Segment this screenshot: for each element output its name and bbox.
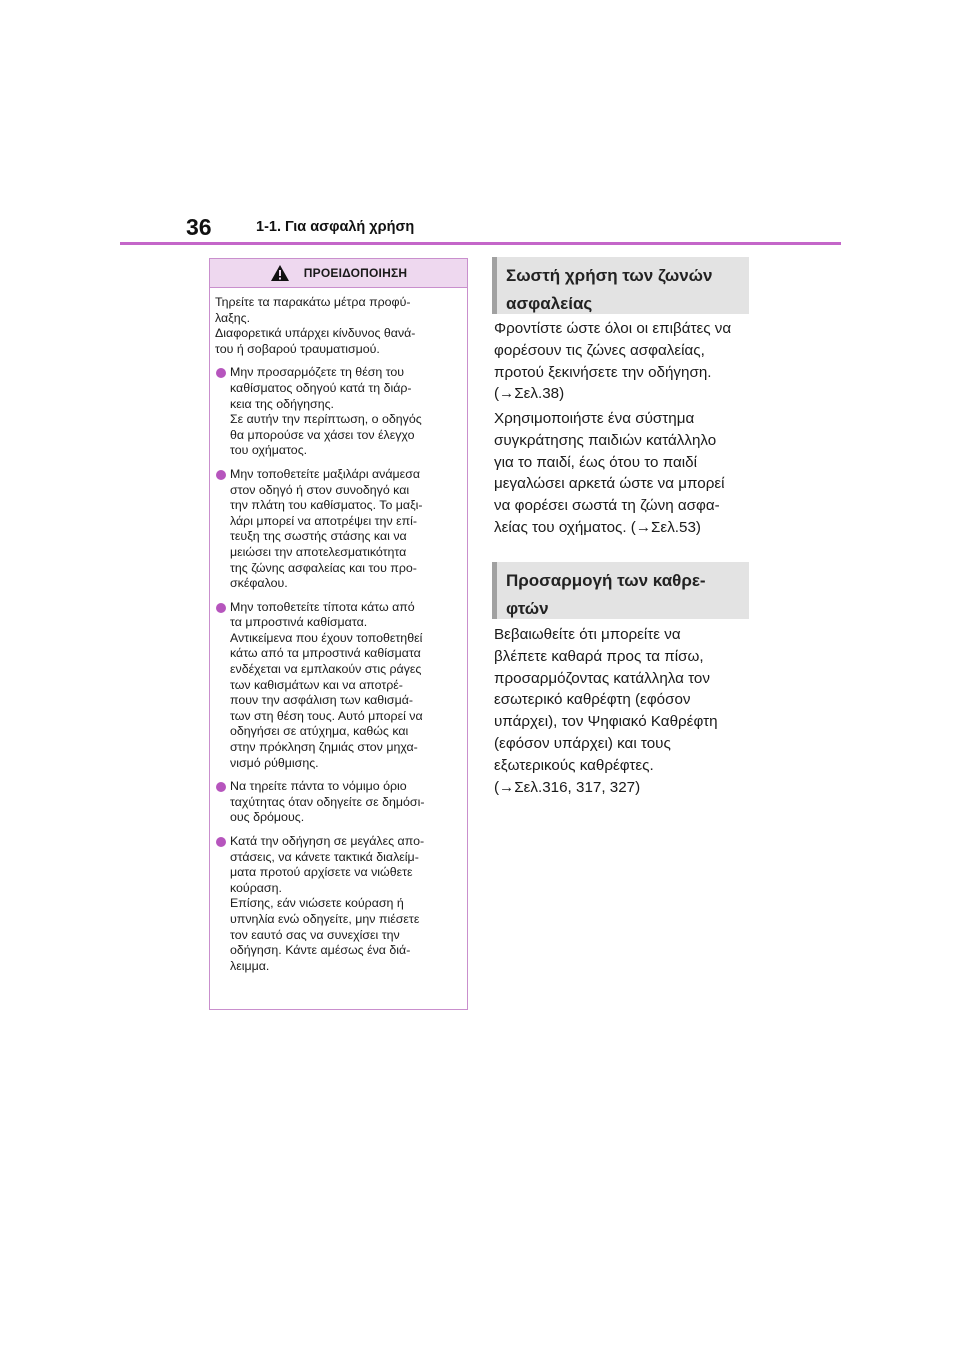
bullet-line: ενδέχεται να εμπλακούν στις ράγες: [230, 662, 422, 677]
bullet-line: ματα προτού αρχίσετε να νιώθετε: [230, 865, 413, 880]
bullet-line: θα μπορούσε να χάσει τον έλεγχο: [230, 427, 415, 442]
bullet-line: Μην τοποθετείτε μαξιλάρι ανάμεσα: [230, 466, 421, 481]
paragraph-line: (εφόσον υπάρχει) και τους: [494, 734, 671, 752]
bullet-line: Να τηρείτε πάντα το νόμιμο όριο: [230, 779, 407, 794]
paragraph-seatbelts: [494, 318, 784, 405]
bullet-line: υπνηλία ενώ οδηγείτε, μην πιέσετε: [230, 911, 420, 926]
bullet-line: την πλάτη του καθίσματος. Το μαξι-: [230, 498, 423, 513]
bullet-line: Αντικείμενα που έχουν τοποθετηθεί: [230, 630, 423, 645]
paragraph-child-restraint: [494, 408, 784, 539]
paragraph-line: βλέπετε καθαρά προς τα πίσω,: [494, 647, 704, 665]
bullet-line: στάσεις, να κάνετε τακτικά διαλείμ-: [230, 849, 419, 864]
warning-title: ΠΡΟΕΙΔΟΠΟΙΗΣΗ: [303, 266, 408, 280]
warning-header: [210, 259, 467, 288]
paragraph-line: (→Σελ.38): [494, 385, 565, 403]
paragraph-line: εσωτερικό καθρέφτη (εφόσον: [494, 691, 691, 709]
paragraph-line: Φροντίστε ώστε όλοι οι επιβάτες να: [494, 320, 732, 337]
paragraph-line: μεγαλώσει αρκετά ώστε να μπορεί: [494, 475, 725, 493]
chapter-title: 1-1. Για ασφαλή χρήση: [256, 219, 415, 235]
bullet-line: της ζώνης ασφαλείας και του προ-: [230, 560, 417, 575]
bullet-line: Κατά την οδήγηση σε μεγάλες απο-: [230, 834, 425, 848]
section-title-line: Σωστή χρήση των ζωνών: [506, 266, 713, 285]
bullet-line: στον οδηγό ή στον συνοδηγό και: [230, 482, 410, 497]
bullet-line: σκέφαλου.: [230, 576, 288, 591]
paragraph-line: φορέσουν τις ζώνες ασφαλείας,: [494, 341, 705, 359]
page-number: 36: [186, 214, 212, 240]
bullet-line: των στη θέση τους. Αυτό μπορεί να: [230, 708, 423, 723]
bullet-line: λειμμα.: [230, 958, 270, 973]
bullet-dot-icon: [216, 782, 226, 792]
bullet-line: κάτω από τα μπροστινά καθίσματα: [230, 646, 421, 661]
intro-line: Τηρείτε τα παρακάτω μέτρα προφύ-: [215, 295, 411, 309]
warning-bullet: [215, 467, 460, 592]
paragraph-line: Χρησιμοποιήστε ένα σύστημα: [494, 410, 695, 427]
bullet-line: οδηγήσει σε ατύχημα, καθώς και: [230, 724, 409, 739]
warning-triangle-icon: [270, 264, 290, 282]
bullet-line: Μην τοποθετείτε τίποτα κάτω από: [230, 599, 415, 614]
warning-bullet: [215, 834, 460, 974]
bullet-line: μειώσει την αποτελεσματικότητα: [230, 544, 407, 559]
section-title-line: ασφαλείας: [506, 294, 593, 313]
warning-intro: [215, 295, 460, 357]
paragraph-line: (→Σελ.316, 317, 327): [494, 778, 641, 796]
warning-bullet: [215, 600, 460, 772]
section-header-mirrors: [492, 562, 749, 619]
warning-bullet: [215, 779, 460, 826]
paragraph-line: Βεβαιωθείτε ότι μπορείτε να: [494, 626, 681, 643]
header-rule: [120, 242, 841, 245]
bullet-dot-icon: [216, 470, 226, 480]
bullet-line: κούραση.: [230, 880, 282, 895]
bullet-dot-icon: [216, 837, 226, 847]
paragraph-line: λείας του οχήματος. (→Σελ.53): [494, 518, 701, 536]
bullet-line: στην πρόκληση ζημιάς στον μηχα-: [230, 740, 418, 755]
bullet-line: τα μπροστινά καθίσματα.: [230, 615, 368, 630]
intro-line: λαξης.: [215, 310, 251, 325]
bullet-dot-icon: [216, 603, 226, 613]
bullet-line: λάρι μπορεί να αποτρέψει την επί-: [230, 513, 418, 528]
bullet-line: του οχήματος.: [230, 443, 308, 458]
paragraph-line: προτού ξεκινήσετε την οδήγηση.: [494, 363, 712, 381]
paragraph-mirrors: [494, 624, 784, 798]
warning-body: [210, 288, 467, 974]
bullet-line: ους δρόμους.: [230, 810, 305, 825]
bullet-line: των καθισμάτων και να αποτρέ-: [230, 677, 403, 692]
section-header-seatbelts: [492, 257, 749, 314]
bullet-line: Σε αυτήν την περίπτωση, ο οδηγός: [230, 412, 422, 427]
paragraph-line: εξωτερικούς καθρέφτες.: [494, 756, 654, 774]
section-title-line: φτών: [506, 599, 549, 618]
bullet-line: πουν την ασφάλιση των καθισμά-: [230, 693, 413, 708]
bullet-line: καθίσματος οδηγού κατά τη διάρ-: [230, 380, 412, 395]
bullet-line: κεια της οδήγησης.: [230, 396, 334, 411]
bullet-dot-icon: [216, 368, 226, 378]
intro-line: Διαφορετικά υπάρχει κίνδυνος θανά-: [215, 326, 416, 341]
paragraph-line: υπάρχει), τον Ψηφιακό Καθρέφτη: [494, 713, 718, 731]
paragraph-line: συγκράτησης παιδιών κατάλληλο: [494, 431, 717, 449]
bullet-line: Μην προσαρμόζετε τη θέση του: [230, 365, 405, 380]
paragraph-line: να φορέσει σωστά τη ζώνη ασφα-: [494, 497, 720, 515]
bullet-line: Επίσης, εάν νιώσετε κούραση ή: [230, 896, 404, 911]
paragraph-line: προσαρμόζοντας κατάλληλα τον: [494, 669, 710, 687]
bullet-line: τευξη της σωστής στάσης και να: [230, 529, 407, 544]
bullet-line: τον εαυτό σας να συνεχίσει την: [230, 927, 400, 942]
warning-bullet: [215, 365, 460, 459]
warning-box: [209, 258, 468, 1010]
intro-line: του ή σοβαρού τραυματισμού.: [215, 341, 380, 356]
bullet-line: νισμό ρύθμισης.: [230, 755, 319, 770]
bullet-line: οδήγηση. Κάντε αμέσως ένα διά-: [230, 943, 411, 958]
bullet-line: ταχύτητας όταν οδηγείτε σε δημόσι-: [230, 794, 425, 809]
section-title-line: Προσαρμογή των καθρε-: [506, 571, 706, 590]
paragraph-line: για το παιδί, έως ότου το παιδί: [494, 453, 697, 471]
